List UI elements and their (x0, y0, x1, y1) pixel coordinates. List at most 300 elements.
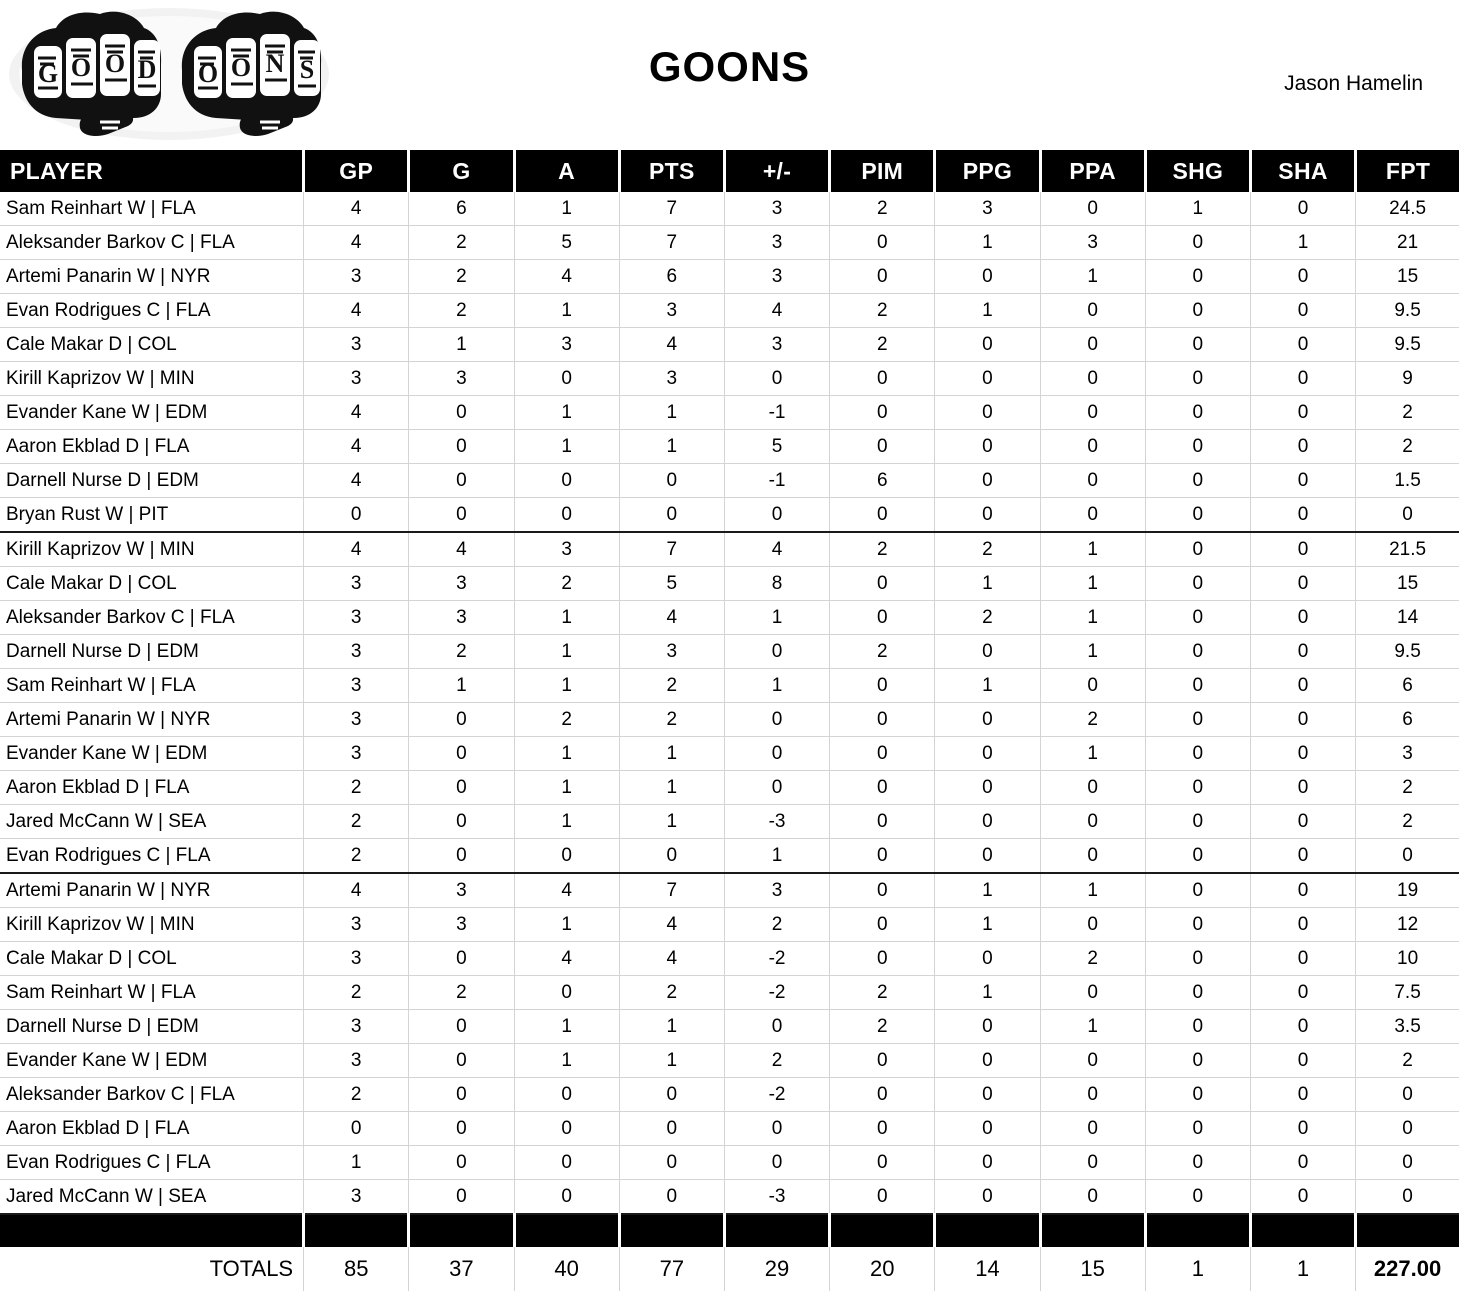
table-row[interactable] (0, 362, 1459, 396)
cell-a: 1 (514, 396, 619, 430)
cell-fpt: 14 (1356, 601, 1459, 635)
cell-pts: 7 (619, 226, 724, 260)
table-row[interactable] (0, 1180, 1459, 1215)
cell-ppg: 0 (935, 362, 1040, 396)
cell-g: 2 (409, 294, 514, 328)
cell-plus-minus: 3 (724, 328, 829, 362)
cell-gp: 2 (304, 771, 409, 805)
column-header-ppa[interactable]: PPA (1040, 150, 1145, 192)
cell-shg: 1 (1145, 192, 1250, 226)
cell-sha: 0 (1250, 805, 1355, 839)
cell-shg: 0 (1145, 1180, 1250, 1215)
cell-pts: 2 (619, 976, 724, 1010)
cell-plus-minus: 1 (724, 601, 829, 635)
cell-pts: 3 (619, 294, 724, 328)
cell-ppg: 2 (935, 601, 1040, 635)
cell-ppg: 0 (935, 430, 1040, 464)
table-row[interactable] (0, 260, 1459, 294)
table-row[interactable] (0, 1078, 1459, 1112)
page-title: GOONS (648, 43, 811, 90)
separator-cell (304, 1214, 409, 1247)
cell-a: 0 (514, 1146, 619, 1180)
cell-shg: 0 (1145, 498, 1250, 533)
cell-a: 1 (514, 737, 619, 771)
cell-player: Sam Reinhart W | FLA (0, 976, 304, 1010)
cell-plus-minus: 0 (724, 1010, 829, 1044)
separator-cell (1145, 1214, 1250, 1247)
cell-player: Jared McCann W | SEA (0, 1180, 304, 1215)
column-header-ppg[interactable]: PPG (935, 150, 1040, 192)
cell-pim: 2 (830, 328, 935, 362)
cell-shg: 0 (1145, 839, 1250, 874)
totals-label: TOTALS (0, 1247, 304, 1291)
cell-g: 2 (409, 635, 514, 669)
cell-pts: 3 (619, 362, 724, 396)
cell-a: 1 (514, 601, 619, 635)
cell-g: 2 (409, 260, 514, 294)
cell-player: Bryan Rust W | PIT (0, 498, 304, 533)
cell-fpt: 9.5 (1356, 635, 1459, 669)
cell-g: 1 (409, 328, 514, 362)
cell-fpt: 15 (1356, 260, 1459, 294)
cell-sha: 0 (1250, 294, 1355, 328)
cell-ppa: 0 (1040, 328, 1145, 362)
column-header-fpt[interactable]: FPT (1356, 150, 1459, 192)
cell-player: Artemi Panarin W | NYR (0, 873, 304, 908)
svg-text:O: O (70, 53, 92, 82)
table-row[interactable] (0, 737, 1459, 771)
column-header-sha[interactable]: SHA (1250, 150, 1355, 192)
cell-a: 1 (514, 908, 619, 942)
totals-fpt: 227.00 (1356, 1247, 1459, 1291)
cell-gp: 3 (304, 328, 409, 362)
cell-ppg: 0 (935, 635, 1040, 669)
table-row[interactable] (0, 942, 1459, 976)
cell-gp: 3 (304, 601, 409, 635)
cell-g: 6 (409, 192, 514, 226)
cell-ppg: 1 (935, 294, 1040, 328)
table-row[interactable] (0, 294, 1459, 328)
cell-pim: 2 (830, 532, 935, 567)
cell-player: Aaron Ekblad D | FLA (0, 430, 304, 464)
cell-gp: 3 (304, 669, 409, 703)
cell-ppa: 0 (1040, 192, 1145, 226)
cell-gp: 2 (304, 839, 409, 874)
cell-a: 1 (514, 805, 619, 839)
totals-g: 37 (409, 1247, 514, 1291)
separator-cell (1250, 1214, 1355, 1247)
cell-shg: 0 (1145, 669, 1250, 703)
cell-g: 3 (409, 601, 514, 635)
cell-ppg: 0 (935, 703, 1040, 737)
cell-plus-minus: 0 (724, 703, 829, 737)
cell-gp: 4 (304, 430, 409, 464)
svg-text:G: G (37, 59, 59, 88)
cell-pts: 0 (619, 1146, 724, 1180)
cell-shg: 0 (1145, 908, 1250, 942)
cell-sha: 0 (1250, 260, 1355, 294)
cell-fpt: 12 (1356, 908, 1459, 942)
separator-cell (935, 1214, 1040, 1247)
cell-player: Darnell Nurse D | EDM (0, 635, 304, 669)
cell-ppa: 1 (1040, 737, 1145, 771)
cell-ppa: 0 (1040, 464, 1145, 498)
cell-pim: 0 (830, 1112, 935, 1146)
cell-sha: 0 (1250, 1112, 1355, 1146)
cell-plus-minus: -1 (724, 396, 829, 430)
cell-gp: 4 (304, 294, 409, 328)
cell-player: Evander Kane W | EDM (0, 1044, 304, 1078)
cell-pts: 0 (619, 1180, 724, 1215)
cell-gp: 0 (304, 498, 409, 533)
cell-plus-minus: 5 (724, 430, 829, 464)
svg-text:O: O (197, 59, 219, 88)
cell-sha: 0 (1250, 737, 1355, 771)
column-header-pim[interactable]: PIM (830, 150, 935, 192)
cell-gp: 3 (304, 1044, 409, 1078)
cell-a: 2 (514, 703, 619, 737)
table-row[interactable] (0, 771, 1459, 805)
cell-gp: 3 (304, 260, 409, 294)
table-row[interactable] (0, 908, 1459, 942)
table-row[interactable] (0, 1044, 1459, 1078)
cell-player: Darnell Nurse D | EDM (0, 464, 304, 498)
cell-ppa: 0 (1040, 1180, 1145, 1215)
cell-sha: 1 (1250, 226, 1355, 260)
cell-sha: 0 (1250, 873, 1355, 908)
totals-plus-minus: 29 (724, 1247, 829, 1291)
cell-a: 0 (514, 839, 619, 874)
cell-fpt: 19 (1356, 873, 1459, 908)
cell-ppa: 0 (1040, 839, 1145, 874)
cell-gp: 4 (304, 396, 409, 430)
column-header-shg[interactable]: SHG (1145, 150, 1250, 192)
cell-ppg: 3 (935, 192, 1040, 226)
cell-gp: 4 (304, 532, 409, 567)
cell-player: Artemi Panarin W | NYR (0, 260, 304, 294)
cell-fpt: 0 (1356, 498, 1459, 533)
cell-plus-minus: 3 (724, 192, 829, 226)
cell-shg: 0 (1145, 873, 1250, 908)
separator-cell (514, 1214, 619, 1247)
cell-gp: 3 (304, 567, 409, 601)
cell-pim: 0 (830, 430, 935, 464)
table-row[interactable] (0, 567, 1459, 601)
cell-fpt: 6 (1356, 703, 1459, 737)
table-row[interactable] (0, 805, 1459, 839)
table-row[interactable] (0, 1010, 1459, 1044)
table-row[interactable] (0, 396, 1459, 430)
cell-ppa: 1 (1040, 601, 1145, 635)
cell-pim: 0 (830, 396, 935, 430)
cell-plus-minus: 1 (724, 669, 829, 703)
cell-g: 0 (409, 1044, 514, 1078)
cell-fpt: 10 (1356, 942, 1459, 976)
cell-gp: 3 (304, 1180, 409, 1215)
cell-sha: 0 (1250, 635, 1355, 669)
cell-gp: 3 (304, 362, 409, 396)
cell-ppg: 0 (935, 1010, 1040, 1044)
cell-player: Evander Kane W | EDM (0, 737, 304, 771)
cell-shg: 0 (1145, 1112, 1250, 1146)
cell-pim: 2 (830, 192, 935, 226)
cell-plus-minus: 0 (724, 771, 829, 805)
cell-shg: 0 (1145, 703, 1250, 737)
cell-pts: 0 (619, 1078, 724, 1112)
cell-a: 5 (514, 226, 619, 260)
cell-player: Aleksander Barkov C | FLA (0, 226, 304, 260)
cell-sha: 0 (1250, 464, 1355, 498)
cell-sha: 0 (1250, 362, 1355, 396)
cell-fpt: 3.5 (1356, 1010, 1459, 1044)
separator-cell (0, 1214, 304, 1247)
cell-shg: 0 (1145, 464, 1250, 498)
cell-g: 2 (409, 976, 514, 1010)
cell-pts: 2 (619, 669, 724, 703)
svg-text:S: S (299, 55, 315, 84)
table-row[interactable] (0, 498, 1459, 533)
svg-text:O: O (104, 49, 126, 78)
table-row[interactable] (0, 669, 1459, 703)
column-header-a[interactable]: A (514, 150, 619, 192)
cell-ppa: 0 (1040, 805, 1145, 839)
cell-pts: 1 (619, 805, 724, 839)
cell-ppa: 0 (1040, 1112, 1145, 1146)
cell-g: 3 (409, 873, 514, 908)
cell-g: 0 (409, 737, 514, 771)
cell-ppg: 1 (935, 908, 1040, 942)
cell-a: 0 (514, 362, 619, 396)
cell-sha: 0 (1250, 669, 1355, 703)
cell-plus-minus: 0 (724, 1146, 829, 1180)
cell-shg: 0 (1145, 1078, 1250, 1112)
cell-fpt: 2 (1356, 805, 1459, 839)
cell-fpt: 1.5 (1356, 464, 1459, 498)
cell-shg: 0 (1145, 396, 1250, 430)
totals-separator-band (0, 1214, 1459, 1247)
cell-pts: 7 (619, 192, 724, 226)
cell-gp: 2 (304, 805, 409, 839)
cell-ppa: 0 (1040, 669, 1145, 703)
cell-player: Aaron Ekblad D | FLA (0, 771, 304, 805)
team-owner-name: Jason Hamelin (1284, 72, 1423, 95)
cell-g: 0 (409, 1112, 514, 1146)
table-body (0, 192, 1459, 1291)
cell-fpt: 6 (1356, 669, 1459, 703)
cell-pim: 0 (830, 1146, 935, 1180)
separator-cell (1356, 1214, 1459, 1247)
cell-pim: 0 (830, 737, 935, 771)
cell-sha: 0 (1250, 601, 1355, 635)
cell-player: Artemi Panarin W | NYR (0, 703, 304, 737)
table-row[interactable] (0, 839, 1459, 874)
table-row[interactable] (0, 532, 1459, 567)
column-header-player[interactable]: PLAYER (0, 150, 304, 192)
column-header-pts[interactable]: PTS (619, 150, 724, 192)
cell-plus-minus: 0 (724, 1112, 829, 1146)
cell-g: 2 (409, 226, 514, 260)
cell-g: 3 (409, 908, 514, 942)
cell-pts: 1 (619, 771, 724, 805)
table-row[interactable] (0, 873, 1459, 908)
cell-plus-minus: 0 (724, 635, 829, 669)
cell-shg: 0 (1145, 260, 1250, 294)
column-header-plus-minus[interactable]: +/- (724, 150, 829, 192)
cell-pts: 5 (619, 567, 724, 601)
table-row[interactable] (0, 1146, 1459, 1180)
cell-ppa: 1 (1040, 873, 1145, 908)
table-row[interactable] (0, 192, 1459, 226)
cell-gp: 2 (304, 976, 409, 1010)
cell-ppa: 2 (1040, 942, 1145, 976)
cell-pim: 6 (830, 464, 935, 498)
cell-shg: 0 (1145, 942, 1250, 976)
cell-ppa: 0 (1040, 908, 1145, 942)
cell-a: 0 (514, 498, 619, 533)
cell-a: 1 (514, 192, 619, 226)
table-row[interactable] (0, 601, 1459, 635)
cell-pts: 0 (619, 839, 724, 874)
cell-plus-minus: -3 (724, 805, 829, 839)
cell-sha: 0 (1250, 1044, 1355, 1078)
cell-ppg: 1 (935, 976, 1040, 1010)
cell-fpt: 0 (1356, 1112, 1459, 1146)
cell-plus-minus: 0 (724, 498, 829, 533)
cell-ppg: 0 (935, 498, 1040, 533)
totals-ppa: 15 (1040, 1247, 1145, 1291)
cell-pim: 0 (830, 839, 935, 874)
cell-player: Darnell Nurse D | EDM (0, 1010, 304, 1044)
table-row[interactable] (0, 328, 1459, 362)
cell-player: Kirill Kaprizov W | MIN (0, 362, 304, 396)
cell-player: Sam Reinhart W | FLA (0, 192, 304, 226)
cell-shg: 0 (1145, 226, 1250, 260)
cell-gp: 3 (304, 942, 409, 976)
cell-ppg: 1 (935, 567, 1040, 601)
column-header-g[interactable]: G (409, 150, 514, 192)
cell-fpt: 9.5 (1356, 328, 1459, 362)
cell-pts: 4 (619, 908, 724, 942)
cell-a: 4 (514, 873, 619, 908)
cell-ppa: 0 (1040, 771, 1145, 805)
cell-gp: 3 (304, 908, 409, 942)
cell-sha: 0 (1250, 498, 1355, 533)
cell-shg: 0 (1145, 635, 1250, 669)
cell-plus-minus: -2 (724, 1078, 829, 1112)
cell-ppa: 2 (1040, 703, 1145, 737)
totals-gp: 85 (304, 1247, 409, 1291)
cell-ppa: 1 (1040, 260, 1145, 294)
cell-ppg: 0 (935, 771, 1040, 805)
cell-pts: 3 (619, 635, 724, 669)
cell-ppa: 0 (1040, 498, 1145, 533)
cell-plus-minus: 4 (724, 294, 829, 328)
table-row[interactable] (0, 976, 1459, 1010)
totals-ppg: 14 (935, 1247, 1040, 1291)
table-row[interactable] (0, 226, 1459, 260)
cell-ppa: 1 (1040, 567, 1145, 601)
cell-pts: 4 (619, 942, 724, 976)
cell-fpt: 7.5 (1356, 976, 1459, 1010)
cell-shg: 0 (1145, 1044, 1250, 1078)
cell-gp: 4 (304, 873, 409, 908)
cell-pim: 0 (830, 703, 935, 737)
cell-ppg: 0 (935, 328, 1040, 362)
cell-g: 0 (409, 1010, 514, 1044)
cell-sha: 0 (1250, 567, 1355, 601)
table-row[interactable] (0, 703, 1459, 737)
cell-pts: 1 (619, 430, 724, 464)
cell-plus-minus: -2 (724, 976, 829, 1010)
table-header (0, 150, 1459, 192)
table-row[interactable] (0, 1112, 1459, 1146)
cell-player: Kirill Kaprizov W | MIN (0, 532, 304, 567)
cell-player: Evander Kane W | EDM (0, 396, 304, 430)
cell-a: 1 (514, 669, 619, 703)
cell-g: 0 (409, 771, 514, 805)
totals-a: 40 (514, 1247, 619, 1291)
cell-fpt: 15 (1356, 567, 1459, 601)
cell-gp: 3 (304, 635, 409, 669)
cell-player: Cale Makar D | COL (0, 942, 304, 976)
cell-g: 0 (409, 498, 514, 533)
cell-pim: 0 (830, 498, 935, 533)
table-row[interactable] (0, 430, 1459, 464)
cell-sha: 0 (1250, 771, 1355, 805)
cell-pts: 4 (619, 328, 724, 362)
cell-fpt: 9.5 (1356, 294, 1459, 328)
cell-fpt: 0 (1356, 1146, 1459, 1180)
cell-pim: 0 (830, 873, 935, 908)
cell-pim: 0 (830, 908, 935, 942)
cell-pim: 0 (830, 1180, 935, 1215)
table-row[interactable] (0, 635, 1459, 669)
cell-pts: 0 (619, 498, 724, 533)
page-header (0, 0, 1459, 150)
cell-a: 3 (514, 532, 619, 567)
cell-ppa: 0 (1040, 976, 1145, 1010)
cell-fpt: 2 (1356, 771, 1459, 805)
cell-pts: 2 (619, 703, 724, 737)
cell-plus-minus: 3 (724, 873, 829, 908)
table-row[interactable] (0, 464, 1459, 498)
cell-ppg: 0 (935, 260, 1040, 294)
cell-ppg: 0 (935, 464, 1040, 498)
cell-fpt: 0 (1356, 839, 1459, 874)
cell-player: Evan Rodrigues C | FLA (0, 839, 304, 874)
cell-ppa: 0 (1040, 1044, 1145, 1078)
cell-fpt: 24.5 (1356, 192, 1459, 226)
totals-pim: 20 (830, 1247, 935, 1291)
cell-pim: 0 (830, 226, 935, 260)
cell-pts: 0 (619, 1112, 724, 1146)
cell-shg: 0 (1145, 430, 1250, 464)
cell-pts: 0 (619, 464, 724, 498)
cell-player: Aaron Ekblad D | FLA (0, 1112, 304, 1146)
cell-a: 0 (514, 1078, 619, 1112)
cell-fpt: 2 (1356, 430, 1459, 464)
cell-plus-minus: 2 (724, 1044, 829, 1078)
cell-shg: 0 (1145, 601, 1250, 635)
cell-sha: 0 (1250, 839, 1355, 874)
cell-ppg: 0 (935, 737, 1040, 771)
cell-plus-minus: 4 (724, 532, 829, 567)
cell-plus-minus: 0 (724, 737, 829, 771)
column-header-gp[interactable]: GP (304, 150, 409, 192)
cell-g: 0 (409, 805, 514, 839)
cell-g: 4 (409, 532, 514, 567)
cell-player: Sam Reinhart W | FLA (0, 669, 304, 703)
